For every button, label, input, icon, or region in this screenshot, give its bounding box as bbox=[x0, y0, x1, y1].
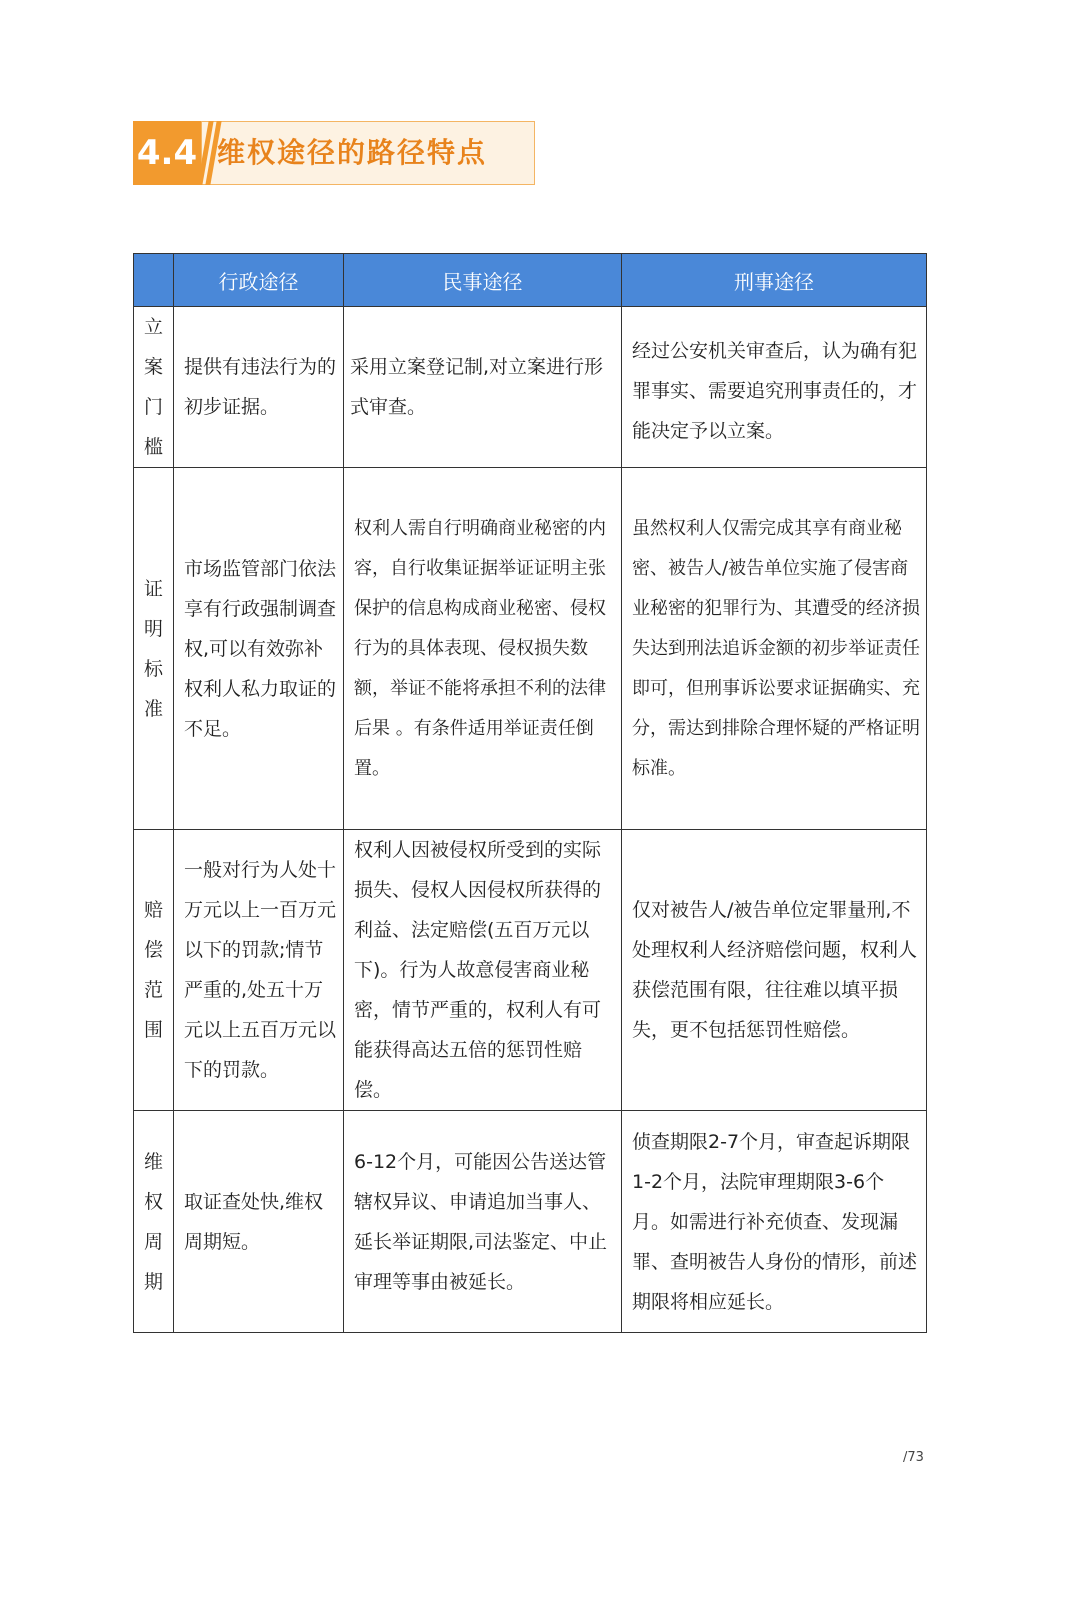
header-cell-corner bbox=[134, 254, 174, 307]
cell-criminal: 虽然权利人仅需完成其享有商业秘密、被告人/被告单位实施了侵害商业秘密的犯罪行为、其遭受的经济损失达到刑法追诉金额的初步举证责任即可，但刑事诉讼要求证据确实、充分，需达到排除合理怀疑的严格证明标准。 bbox=[622, 468, 927, 830]
row-label-burden-of-proof: 证 明 标 准 bbox=[134, 468, 174, 830]
table-row bbox=[134, 830, 927, 1111]
page-number: /73 bbox=[903, 1450, 924, 1465]
table-row bbox=[134, 307, 927, 468]
cell-criminal: 经过公安机关审查后，认为确有犯罪事实、需要追究刑事责任的，才能决定予以立案。 bbox=[622, 307, 927, 468]
table-row bbox=[134, 468, 927, 830]
cell-civil: 6-12个月，可能因公告送达管辖权异议、申请追加当事人、延长举证期限,司法鉴定、中止审理等事由被延长。 bbox=[344, 1111, 622, 1333]
section-title: 维权途径的路径特点 bbox=[217, 136, 488, 169]
cell-civil: 采用立案登记制,对立案进行形式审查。 bbox=[344, 307, 622, 468]
header-cell-civil: 民事途径 bbox=[344, 254, 622, 307]
cell-civil: 权利人需自行明确商业秘密的内容，自行收集证据举证证明主张保护的信息构成商业秘密、侵权行为的具体表现、侵权损失数额，举证不能将承担不利的法律后果 。有条件适用举证责任倒置。 bbox=[344, 468, 622, 830]
header-cell-admin: 行政途径 bbox=[174, 254, 344, 307]
cell-admin: 提供有违法行为的初步证据。 bbox=[174, 307, 344, 468]
section-number: 4.4 bbox=[133, 121, 201, 185]
cell-admin: 取证查处快,维权周期短。 bbox=[174, 1111, 344, 1333]
cell-civil: 权利人因被侵权所受到的实际损失、侵权人因侵权所获得的利益、法定赔偿(五百万元以下)。行为人故意侵害商业秘密，情节严重的，权利人有可能获得高达五倍的惩罚性赔偿。 bbox=[344, 830, 622, 1111]
row-label-compensation-scope: 赔 偿 范 围 bbox=[134, 830, 174, 1111]
header-cell-criminal: 刑事途径 bbox=[622, 254, 927, 307]
cell-admin: 一般对行为人处十万元以上一百万元以下的罚款;情节严重的,处五十万元以上五百万元以下的罚款。 bbox=[174, 830, 344, 1111]
comparison-table bbox=[133, 253, 927, 1333]
table-header-row bbox=[134, 254, 927, 307]
cell-criminal: 仅对被告人/被告单位定罪量刑,不处理权利人经济赔偿问题，权利人获偿范围有限，往往难以填平损失，更不包括惩罚性赔偿。 bbox=[622, 830, 927, 1111]
cell-admin: 市场监管部门依法享有行政强制调查权,可以有效弥补权利人私力取证的不足。 bbox=[174, 468, 344, 830]
table-row bbox=[134, 1111, 927, 1333]
row-label-enforcement-period: 维 权 周 期 bbox=[134, 1111, 174, 1333]
row-label-filing-threshold: 立 案 门 槛 bbox=[134, 307, 174, 468]
section-heading bbox=[133, 121, 535, 185]
cell-criminal: 侦查期限2-7个月，审查起诉期限1-2个月，法院审理期限3-6个月。如需进行补充侦查、发现漏罪、查明被告人身份的情形，前述期限将相应延长。 bbox=[622, 1111, 927, 1333]
